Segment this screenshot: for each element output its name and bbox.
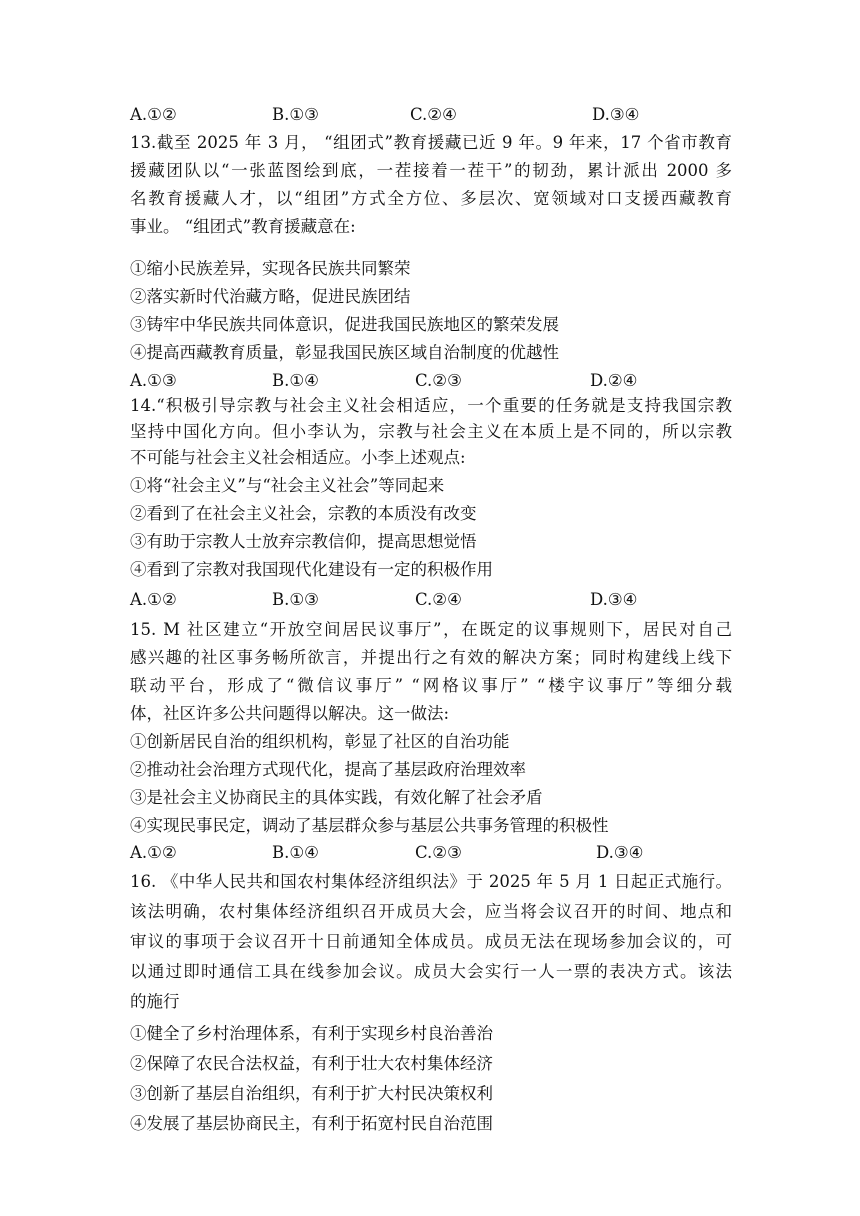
q15-stem-line: 15. M 社区建立“开放空间居民议事厅”，在既定的议事规则下，居民对自己 xyxy=(130,620,732,639)
q15-item: ④实现民事民定，调动了基层群众参与基层公共事务管理的积极性 xyxy=(130,816,609,835)
q13-stem-line: 事业。 “组团式”教育援藏意在: xyxy=(130,217,356,236)
q14-option-b: B.①③ xyxy=(272,590,319,609)
q12-option-b: B.①③ xyxy=(272,105,319,124)
q16-stem-line: 的施行 xyxy=(130,992,180,1011)
q13-stem-line: 名教育援藏人才，以“组团”方式全方位、多层次、宽领域对口支援西藏教育 xyxy=(130,189,732,208)
q15-option-a: A.①② xyxy=(130,843,177,862)
q15-option-d: D.③④ xyxy=(596,843,644,862)
q13-option-a: A.①③ xyxy=(130,371,177,390)
q14-item: ②看到了在社会主义社会，宗教的本质没有改变 xyxy=(130,504,477,523)
q14-stem-line: 14.“积极引导宗教与社会主义社会相适应，一个重要的任务就是支持我国宗教 xyxy=(130,396,732,415)
q16-stem-line: 以通过即时通信工具在线参加会议。成员大会实行一人一票的表决方式。该法 xyxy=(130,962,732,981)
q14-item: ④看到了宗教对我国现代化建设有一定的积极作用 xyxy=(130,560,493,579)
q14-option-a: A.①② xyxy=(130,590,177,609)
q16-item: ④发展了基层协商民主，有利于拓宽村民自治范围 xyxy=(130,1114,493,1133)
q14-stem-line: 不可能与社会主义社会相适应。小李上述观点: xyxy=(130,448,466,467)
q14-option-d: D.③④ xyxy=(590,590,638,609)
q13-item: ④提高西藏教育质量，彰显我国民族区域自治制度的优越性 xyxy=(130,343,559,362)
q12-option-c: C.②④ xyxy=(410,105,457,124)
q16-item: ②保障了农民合法权益，有利于壮大农村集体经济 xyxy=(130,1054,493,1073)
q15-option-b: B.①④ xyxy=(272,843,319,862)
q13-item: ②落实新时代治藏方略，促进民族团结 xyxy=(130,287,411,306)
q14-option-c: C.②④ xyxy=(415,590,462,609)
q16-stem-line: 该法明确，农村集体经济组织召开成员大会，应当将会议召开的时间、地点和 xyxy=(130,902,732,921)
q13-item: ①缩小民族差异，实现各民族共同繁荣 xyxy=(130,259,411,278)
q16-stem-line: 16. 《中华人民共和国农村集体经济组织法》于 2025 年 5 月 1 日起正式施行。 xyxy=(130,872,732,891)
q15-stem-line: 体，社区许多公共问题得以解决。这一做法: xyxy=(130,704,450,723)
q14-item: ①将“社会主义”与“社会主义社会”等同起来 xyxy=(130,476,445,495)
q16-item: ③创新了基层自治组织，有利于扩大村民决策权利 xyxy=(130,1084,493,1103)
q16-item: ①健全了乡村治理体系，有利于实现乡村良治善治 xyxy=(130,1024,493,1043)
q13-item: ③铸牢中华民族共同体意识，促进我国民族地区的繁荣发展 xyxy=(130,315,559,334)
q13-option-b: B.①④ xyxy=(272,371,319,390)
q12-option-d: D.③④ xyxy=(592,105,640,124)
q16-stem-line: 审议的事项于会议召开十日前通知全体成员。成员无法在现场参加会议的，可 xyxy=(130,932,732,951)
q15-stem-line: 感兴趣的社区事务畅所欲言，并提出行之有效的解决方案；同时构建线上线下 xyxy=(130,648,732,667)
q15-item: ③是社会主义协商民主的具体实践，有效化解了社会矛盾 xyxy=(130,788,543,807)
q13-option-c: C.②③ xyxy=(415,371,462,390)
q15-stem-line: 联动平台，形成了“微信议事厅” “网格议事厅” “楼宇议事厅”等细分载 xyxy=(130,676,732,695)
q15-item: ②推动社会治理方式现代化，提高了基层政府治理效率 xyxy=(130,760,526,779)
q13-stem-line: 13.截至 2025 年 3 月， “组团式”教育援藏已近 9 年。9 年来，17 个省市教育 xyxy=(130,133,732,152)
q15-option-c: C.②③ xyxy=(415,843,462,862)
q12-option-a: A.①② xyxy=(130,105,177,124)
q14-stem-line: 坚持中国化方向。但小李认为，宗教与社会主义在本质上是不同的，所以宗教 xyxy=(130,422,732,441)
q13-option-d: D.②④ xyxy=(590,371,638,390)
q15-item: ①创新居民自治的组织机构，彰显了社区的自治功能 xyxy=(130,732,510,751)
q14-item: ③有助于宗教人士放弃宗教信仰，提高思想觉悟 xyxy=(130,532,477,551)
q13-stem-line: 援藏团队以“一张蓝图绘到底，一茬接着一茬干”的韧劲，累计派出 2000 多 xyxy=(130,161,732,180)
